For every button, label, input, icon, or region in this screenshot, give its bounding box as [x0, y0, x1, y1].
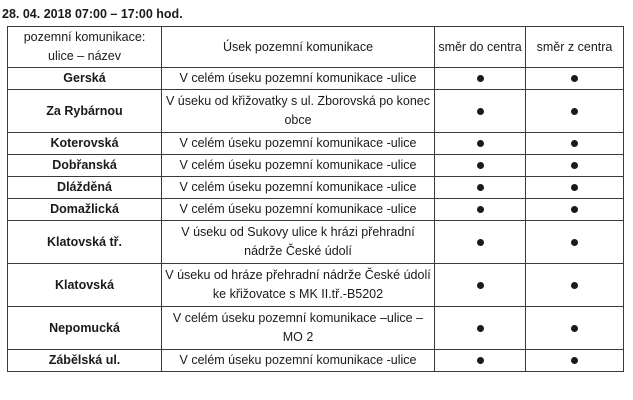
direction-marker-icon [571, 75, 578, 82]
column-header-section: Úsek pozemní komunikace [162, 27, 435, 68]
date-time-heading: 28. 04. 2018 07:00 – 17:00 hod. [2, 7, 183, 21]
street-name-cell: Za Rybárnou [8, 90, 162, 133]
street-name-cell: Nepomucká [8, 307, 162, 350]
table-row [8, 264, 624, 307]
section-cell: V celém úseku pozemní komunikace -ulice [162, 350, 435, 372]
table-row [8, 133, 624, 155]
direction-marker-icon [477, 162, 484, 169]
to-center-cell [435, 155, 526, 177]
table-row [8, 199, 624, 221]
direction-marker-icon [571, 325, 578, 332]
from-center-cell [526, 133, 624, 155]
from-center-cell [526, 177, 624, 199]
section-cell: V celém úseku pozemní komunikace -ulice [162, 177, 435, 199]
direction-marker-icon [477, 140, 484, 147]
street-name-cell: Klatovská tř. [8, 221, 162, 264]
table-body [8, 68, 624, 372]
to-center-cell [435, 68, 526, 90]
table-row [8, 221, 624, 264]
table-row [8, 155, 624, 177]
table-row [8, 90, 624, 133]
to-center-cell [435, 221, 526, 264]
table-row [8, 307, 624, 350]
direction-marker-icon [477, 282, 484, 289]
table-row [8, 350, 624, 372]
direction-marker-icon [571, 282, 578, 289]
street-name-cell: Koterovská [8, 133, 162, 155]
direction-marker-icon [571, 357, 578, 364]
street-name-cell: Dobřanská [8, 155, 162, 177]
column-header-street: pozemní komunikace: ulice – název [8, 27, 162, 68]
direction-marker-icon [477, 108, 484, 115]
section-cell: V celém úseku pozemní komunikace -ulice [162, 68, 435, 90]
section-cell: V úseku od Sukovy ulice k hrázi přehradní nádrže České údolí [162, 221, 435, 264]
direction-marker-icon [571, 184, 578, 191]
from-center-cell [526, 221, 624, 264]
to-center-cell [435, 133, 526, 155]
street-name-cell: Gerská [8, 68, 162, 90]
table-row [8, 177, 624, 199]
direction-marker-icon [571, 239, 578, 246]
road-closure-table [7, 26, 624, 372]
to-center-cell [435, 350, 526, 372]
from-center-cell [526, 199, 624, 221]
direction-marker-icon [477, 206, 484, 213]
street-name-cell: Dlážděná [8, 177, 162, 199]
section-cell: V celém úseku pozemní komunikace –ulice – MO 2 [162, 307, 435, 350]
to-center-cell [435, 307, 526, 350]
direction-marker-icon [477, 239, 484, 246]
street-name-cell: Domažlická [8, 199, 162, 221]
table-row [8, 68, 624, 90]
from-center-cell [526, 90, 624, 133]
direction-marker-icon [571, 108, 578, 115]
direction-marker-icon [571, 162, 578, 169]
direction-marker-icon [477, 357, 484, 364]
section-cell: V úseku od hráze přehradní nádrže České údolí ke křižovatce s MK II.tř.-B5202 [162, 264, 435, 307]
direction-marker-icon [477, 75, 484, 82]
column-header-from-center: směr z centra [526, 27, 624, 68]
street-name-cell: Zábělská ul. [8, 350, 162, 372]
table-header-row [8, 27, 624, 68]
to-center-cell [435, 177, 526, 199]
from-center-cell [526, 264, 624, 307]
direction-marker-icon [477, 325, 484, 332]
from-center-cell [526, 68, 624, 90]
section-cell: V celém úseku pozemní komunikace -ulice [162, 133, 435, 155]
to-center-cell [435, 90, 526, 133]
direction-marker-icon [571, 206, 578, 213]
section-cell: V celém úseku pozemní komunikace -ulice [162, 155, 435, 177]
direction-marker-icon [571, 140, 578, 147]
section-cell: V celém úseku pozemní komunikace -ulice [162, 199, 435, 221]
to-center-cell [435, 199, 526, 221]
to-center-cell [435, 264, 526, 307]
from-center-cell [526, 307, 624, 350]
column-header-to-center: směr do centra [435, 27, 526, 68]
direction-marker-icon [477, 184, 484, 191]
from-center-cell [526, 350, 624, 372]
from-center-cell [526, 155, 624, 177]
street-name-cell: Klatovská [8, 264, 162, 307]
section-cell: V úseku od křižovatky s ul. Zborovská po konec obce [162, 90, 435, 133]
